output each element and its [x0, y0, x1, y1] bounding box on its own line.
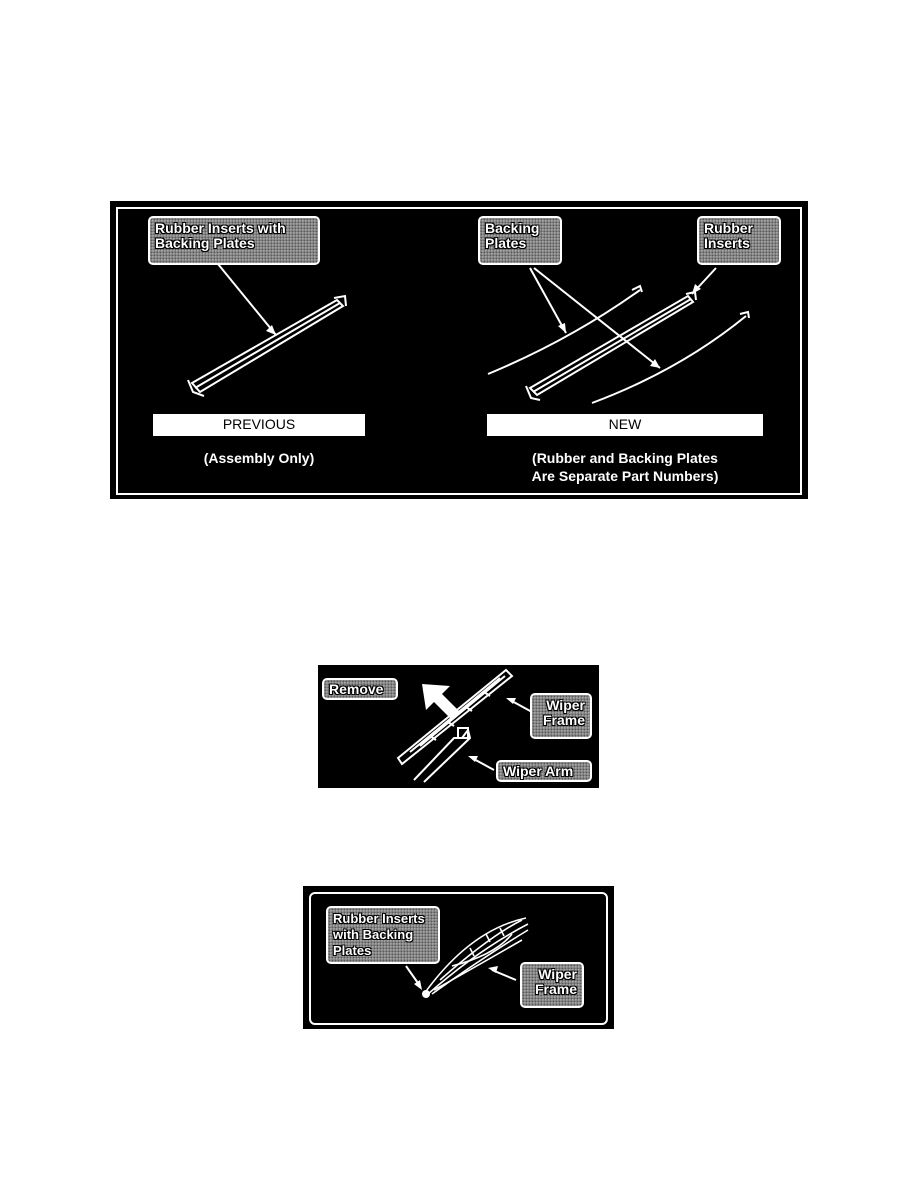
callout-rubber-inserts-with-backing-plates: Rubber Inserts with Backing Plates — [148, 216, 320, 265]
callout-rubber-inserts: Rubber Inserts — [697, 216, 781, 265]
new-label: NEW — [487, 414, 763, 436]
callout-remove: Remove — [322, 678, 398, 700]
insert-end-marker — [422, 990, 430, 998]
new-caption: (Rubber and Backing Plates Are Separate Part Numbers) — [531, 450, 719, 484]
callout-fig3-rubber-inserts: Rubber Inserts with Backing Plates — [326, 906, 440, 964]
previous-label: PREVIOUS — [153, 414, 365, 436]
callout-backing-plates: Backing Plates — [478, 216, 562, 265]
callout-wiper-frame: Wiper Frame — [530, 693, 592, 739]
callout-fig3-wiper-frame: Wiper Frame — [520, 962, 584, 1008]
previous-caption: (Assembly Only) — [203, 450, 315, 466]
callout-wiper-arm: Wiper Arm — [496, 760, 592, 782]
